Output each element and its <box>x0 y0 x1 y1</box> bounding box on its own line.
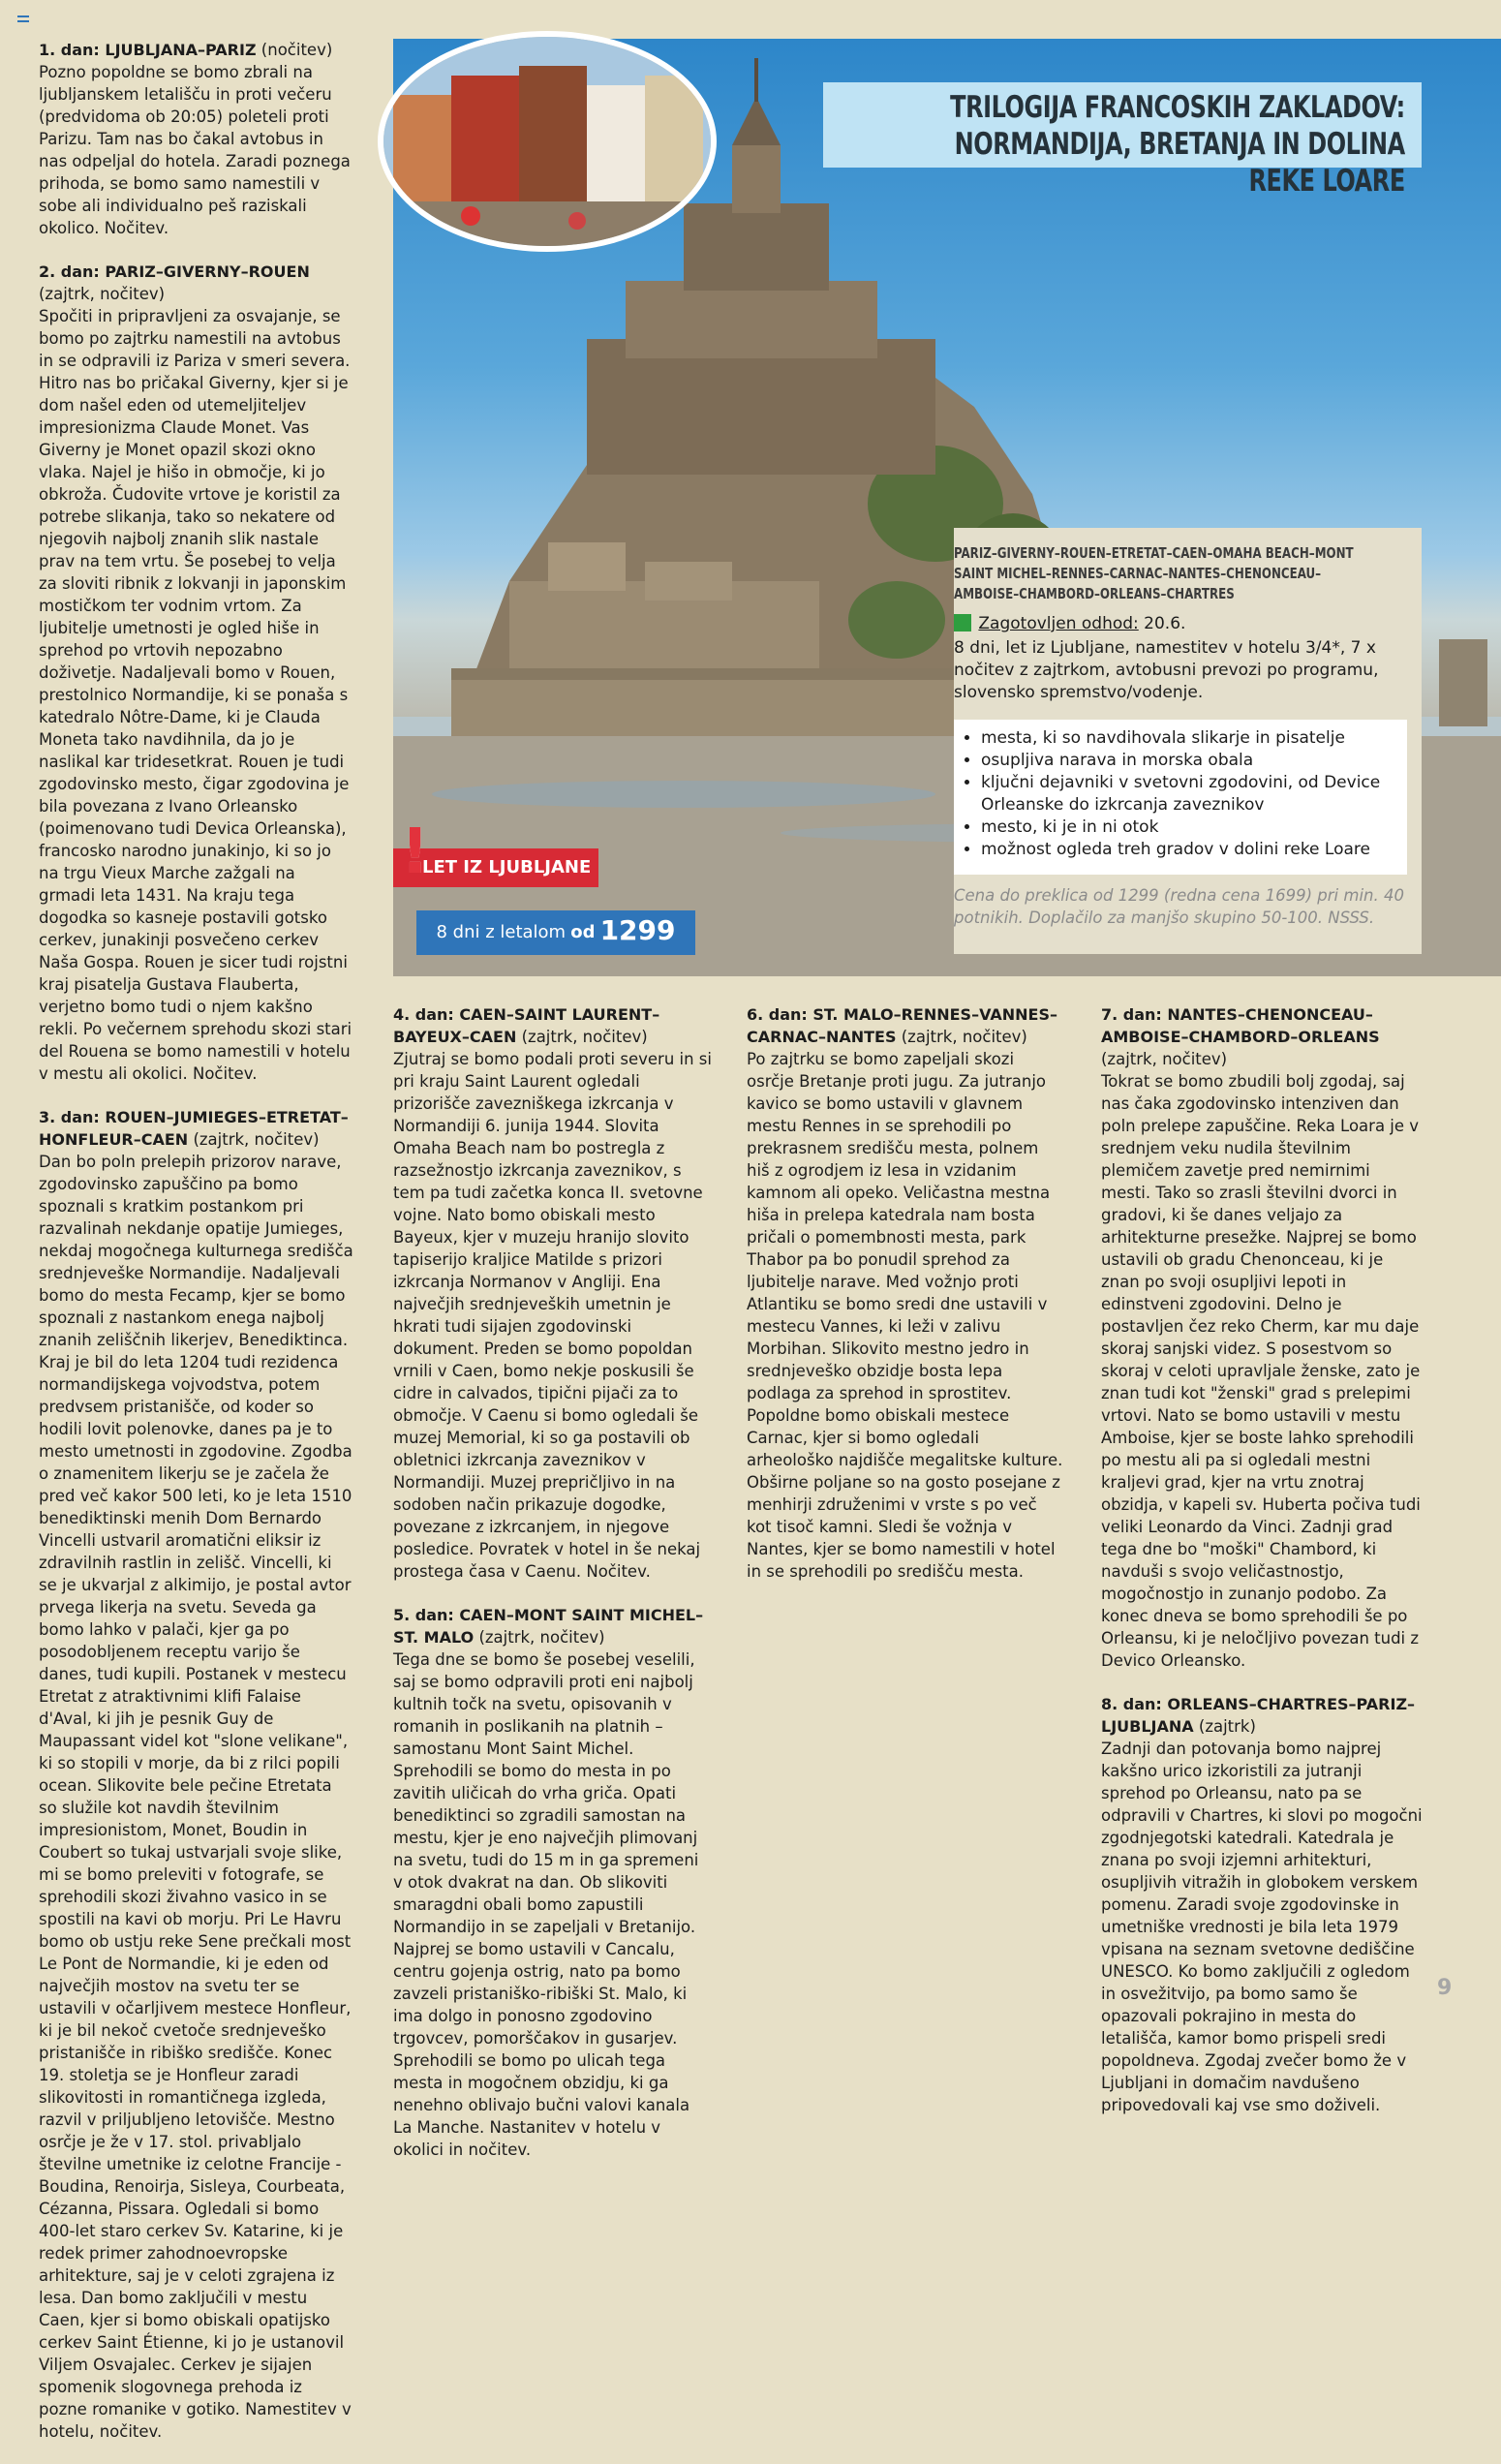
day-3 <box>39 1106 353 2443</box>
highlight-item: • ključni dejavniki v svetovni zgodovini, od Device Orleanske do izkrcanja zaveznikov <box>981 772 1407 816</box>
day-4 <box>393 1003 713 1583</box>
day-title: 5. dan: CAEN–MONT SAINT MICHEL–ST. MALO <box>393 1606 704 1647</box>
menu-icon <box>17 15 29 23</box>
highlight-item: • možnost ogleda treh gradov v dolini reke Loare <box>981 839 1407 861</box>
trip-title-box <box>823 82 1422 199</box>
day-meta: (zajtrk, nočitev) <box>39 285 166 303</box>
day-5 <box>393 1604 713 2161</box>
column-3 <box>747 1003 1066 1604</box>
day-title: 4. dan: CAEN–SAINT LAURENT– BAYEUX–CAEN <box>393 1005 660 1046</box>
departure-label: Zagotovljen odhod: <box>978 614 1139 633</box>
flight-badge <box>393 816 598 888</box>
day-text: Tega dne se bomo še posebej veselili, saj se bomo odpravili proti eni najbolj kultnih točk na svetu, opisovanih v romanih in poslikanih na platnih – samostanu Mont Saint Michel. Sprehodili se bomo do mesta in po zavitih uličicah do vrha griča. Opati benediktinci so zgradili samostan na mestu, kjer je eno največjih plimovanj na svetu, tudi do 15 m in ga spremeni v otok dvakrat na dan. Ob slikoviti smaragdni obali bomo zapustili Normandijo in se zapeljali v Bretanijo. Najprej se bomo ustavili v Cancalu, centru gojenja ostrig, nato pa bomo zavzeli pristaniško-ribiški St. Malo, ki ima dolgo in ponosno zgodovino trgovcev, pomorščakov in gusarjev. Sprehodili se bomo po ulicah tega mesta in mogočnem obzidju, ki ga nenehno oblivajo bučni valovi kanala La Manche. Nastanitev v hotelu v okolici in nočitev. <box>393 1650 699 2159</box>
day-meta: (zajtrk) <box>1198 1717 1256 1736</box>
day-1 <box>39 39 353 239</box>
day-8 <box>1101 1693 1423 2116</box>
day-meta: (zajtrk, nočitev) <box>901 1028 1027 1046</box>
flight-badge-label: LET IZ LJUBLJANE <box>422 857 592 878</box>
day-text: Zadnji dan potovanja bomo najprej kakšno urico izkoristili za jutranji sprehod po Orleansu, nato pa se odpravili v Chartres, ki slovi po mogočni zgodnjegotski katedrali. Katedrala je znana po svoji izjemni arhitekturi, osupljivih vitražih in globokem verskem pomenu. Zaradi svoje zgodovinske in umetniške vrednosti je bila leta 1979 vpisana na seznam svetovne dediščine UNESCO. Ko bomo zaključili z ogledom in osvežitvijo, pa bomo samo še opazovali pokrajino in mesta do letališča, kamor bomo prispeli sredi popoldneva. Zgodaj zvečer bomo že v Ljubljani in domačim navdušeno pripovedovali kaj vse smo doživeli. <box>1101 1740 1423 2114</box>
highlights-box <box>954 720 1407 875</box>
highlight-item: • osupljiva narava in morska obala <box>981 750 1407 772</box>
day-title: 7. dan: NANTES–CHENONCEAU–AMBOISE–CHAMBORD–ORLEANS <box>1101 1005 1380 1046</box>
price-value: 1299 <box>599 914 676 946</box>
column-1 <box>39 39 353 2464</box>
page-number: 9 <box>1437 1976 1453 2000</box>
half-timbered-houses-illustration <box>383 37 711 246</box>
price-note: Cena do preklica od 1299 (redna cena 1699) pri min. 40 potnikih. Doplačilo za manjšo skupino 50-100. NSSS. <box>954 886 1404 927</box>
trip-title-line2: NORMANDIJA, BRETANJA IN DOLINA REKE LOARE <box>954 127 1405 199</box>
price-prefix: 8 dni z letalom <box>436 922 567 942</box>
exclamation-icon: ! <box>401 816 430 888</box>
day-title: 6. dan: ST. MALO–RENNES–VANNES–CARNAC–NANTES <box>747 1005 1057 1046</box>
day-title: 3. dan: ROUEN–JUMIEGES–ETRETAT–HONFLEUR–CAEN <box>39 1108 349 1149</box>
day-text: Spočiti in pripravljeni za osvajanje, se bomo po zajtrku namestili na avtobus in se odpravili iz Pariza v smeri severa. Hitro nas bo pričakal Giverny, kjer si je dom našel eden od utemeljiteljev impresionizma Claude Monet. Vas Giverny je Monet opazil skozi okno vlaka. Najel je hišo in območje, ki jo obkroža. Čudovite vrtove je koristil za potrebe slikanja, tako so nekatere od njegovih najbolj znanih slik nastale prav na tem vrtu. Še posebej to velja za sloviti ribnik z lokvanji in japonskim mostičkom ter vodnim vrtom. Za ljubitelje umetnosti je ogled hiše in sprehod po vrtovih nepozabno doživetje. Nadaljevali bomo v Rouen, prestolnico Normandije, ki se ponaša s katedralo Nôtre-Dame, ki je Clauda Moneta tako navdihnila, da jo je naslikal kar tridesetkrat. Rouen je tudi zgodovinsko mesto, čigar zgodovina je bila povezana z Ivano Orleansko (poimenovano tudi Devica Orleanska), francosko narodno junakinjo, ki so jo na trgu Vieux Marche zažgali na grmadi leta 1431. Na kraju tega dogodka so kasneje postavili gotsko cerkev, junakinji posvečeno cerkev Naša Gospa. Rouen je sicer tudi rojstni kraj pisatelja Gustava Flauberta, verjetno bomo tudi o njem kakšno rekli. Po večernem sprehodu skozi stari del Rouena se bomo namestili v hotelu v mestu ali okolici. Nočitev. <box>39 307 352 1083</box>
day-text: Zjutraj se bomo podali proti severu in si pri kraju Saint Laurent ogledali prizorišče zavezniškega izkrcanja v Normandiji 6. junija 1944. Slovita Omaha Beach nam bo postregla z razsežnostjo izkrcanja zaveznikov, s tem pa tudi začetka konca II. svetovne vojne. Nato bomo obiskali mesto Bayeux, kjer v muzeju hranijo slovito tapiserijo kraljice Matilde s prizori izkrcanja Normanov v Angliji. Ena največjih srednjeveških umetnin je hkrati tudi sijajen zgodovinski dokument. Preden se bomo popoldan vrnili v Caen, bomo nekje poskusili še cidre in calvados, tipični pijači za to območje. V Caenu si bomo ogledali še muzej Memorial, ki so ga postavili ob obletnici izkrcanja zaveznikov v Normandiji. Muzej prepričljivo in na sodoben način prikazuje dogodke, povezane z izkrcanjem, in njegove posledice. Povratek v hotel in še nekaj prostega časa v Caenu. Nočitev. <box>393 1050 712 1581</box>
departure-date: 20.6. <box>1144 614 1186 633</box>
highlights-list <box>954 727 1407 861</box>
day-meta: (nočitev) <box>260 41 333 59</box>
day-text: Dan bo poln prelepih prizorov narave, zgodovinsko zapuščino pa bomo spoznali s kratkim postankom pri razvalinah nekdanje opatije Jumieges, nekdaj mogočnega kulturnega središča srednjeveške Normandije. Nadaljevali bomo do mesta Fecamp, kjer se bomo spoznali z nastankom enega najbolj znanih zeliščnih likerjev, Benediktinca. Kraj je bil do leta 1204 tudi rezidenca normandijskega vojvodstva, potem predvsem pristanišče, od koder so hodili lovit polenovke, danes pa je to mesto umetnosti in zgodovine. Zgodba o znamenitem likerju se je začela že pred več kakor 500 leti, ko je leta 1510 benediktinski menih Dom Bernardo Vincelli ustvaril aromatični eliksir iz zdravilnih rastlin in zelišč. Vincelli, ki se je ukvarjal z alkimijo, je postal avtor prvega likerja na svetu. Seveda ga bomo lahko v palači, kjer ga po posodobljenem receptu varijo še danes, tudi kupili. Postanek v mestecu Etretat z atraktivnimi klifi Falaise d'Aval, ki jih je pesnik Guy de Maupassant videl kot "slone velikane", ki so stopili v morje, da bi z rilci popili ocean. Slikovite bele pečine Etretata so služile kot navdih številnim impresionistom, Monet, Boudin in Coubert so tukaj ustvarjali svoje slike, mi se bomo preleviti v fotografe, se sprehodili skozi živahno vasico in se spostili na kavi ob morju. Pri Le Havru bomo ob ustju reke Sene prečkali most Le Pont de Normandie, ki je eden od največjih mostov na svetu ter se ustavili v očarljivem mestece Honfleur, ki je bil nekoč cvetoče srednjeveško pristanišče in ribiško središče. Konec 19. stoletja se je Honfleur zaradi slikovitosti in romantičnega izgleda, razvil v priljubljeno letovišče. Mestno osrčje je že v 17. stol. privabljalo številne umetnike iz celotne Francije - Boudina, Renoirja, Sisleya, Courbeata, Cézanna, Pissara. Ogledali si bomo 400-let staro cerkev Sv. Katarine, ki je redek primer zahodnoevropske arhitekture, saj je v celoti zgrajena iz lesa. Dan bomo zaključili v mestu Caen, kjer si bomo obiskali opatijsko cerkev Saint Étienne, ki jo je ustanovil Viljem Osvajalec. Cerkev je sijajen spomenik slogovnega prehoda iz pozne romanike v gotiko. Namestitev v hotelu, nočitev. <box>39 1153 353 2441</box>
highlight-item: • mesta, ki so navdihovala slikarje in pisatelje <box>981 727 1407 750</box>
trip-description: 8 dni, let iz Ljubljane, namestitev v hotelu 3/4*, 7 x nočitev z zajtrkom, avtobusni prevozi po programu, slovensko spremstvo/vodenje. <box>954 638 1379 702</box>
day-title: 8. dan: ORLEANS–CHARTRES–PARIZ–LJUBLJANA <box>1101 1695 1416 1736</box>
day-text: Po zajtrku se bomo zapeljali skozi osrčje Bretanje proti jugu. Za jutranjo kavico se bomo ustavili v glavnem mestu Rennes in se sprehodili po prekrasnem središču mesta, polnem hiš z ogrodjem iz lesa in vzidanim kamnom ali opeko. Veličastna mestna hiša in prelepa katedrala nam bosta pričali o pomembnosti mesta, park Thabor pa bo ponudil sprehod za ljubitelje narave. Med vožnjo proti Atlantiku se bomo sredi dne ustavili v mestecu Vannes, ki leži v zalivu Morbihan. Slikovito mestno jedro in srednjeveško obzidje bosta lepa podlaga za sprehod in sprostitev. Popoldne bomo obiskali mestece Carnac, kjer si bomo ogledali arheološko najdišče megalitske kulture. Obširne poljane so na gosto posejane z menhirji združenimi v vrste s po več kot tisoč kamni. Sledi še vožnja v Nantes, kjer se bomo namestili v hotel in se sprehodili po središču mesta. <box>747 1050 1063 1581</box>
day-meta: (zajtrk, nočitev) <box>521 1028 648 1046</box>
day-7 <box>1101 1003 1423 1672</box>
route-list: PARIZ–GIVERNY–ROUEN–ETRETAT–CAEN–OMAHA BEACH–MONT SAINT MICHEL–RENNES–CARNAC–NANTES–CHENONCEAU–AMBOISE–CHAMBORD–ORLEANS–CHARTRES <box>954 544 1354 602</box>
trip-info-panel <box>954 528 1422 954</box>
day-2 <box>39 261 353 1085</box>
day-text: Pozno popoldne se bomo zbrali na ljubljanskem letališču in proti večeru (predvidoma ob 20:05) poleteli proti Parizu. Tam nas bo čakal avtobus in nas odpeljal do hotela. Zaradi poznega prihoda, se bomo samo namestili v sobe ali individualno peš raziskali okolico. Nočitev. <box>39 63 351 237</box>
day-title: 2. dan: PARIZ–GIVERNY–ROUEN <box>39 262 310 281</box>
trip-title-line1: TRILOGIJA FRANCOSKIH ZAKLADOV: <box>950 90 1405 125</box>
day-meta: (zajtrk, nočitev) <box>193 1130 320 1149</box>
departure-line <box>954 613 1409 635</box>
column-4 <box>1101 1003 1423 2138</box>
day-text: Tokrat se bomo zbudili bolj zgodaj, saj nas čaka zgodovinsko intenziven dan poln prelepe zapuščine. Reka Loara je v srednjem veku nudila številnim plemičem zavetje pred nemirnimi mesti. Tako so zrasli številni dvorci in gradovi, ki še danes veljajo za arhitekturne presežke. Najprej se bomo ustavili ob gradu Chenonceau, ki je znan po svoji osupljivi lepoti in edinstveni zgodovini. Delno je postavljen čez reko Cherm, kar mu daje skoraj sanjski videz. S posestvom so skoraj v celoti upravljale ženske, zato je znan tudi kot "ženski" grad s prelepimi vrtovi. Nato se bomo ustavili v mestu Amboise, kjer se boste lahko sprehodili po mestu ali pa si ogledali mestni kraljevi grad, kjer na vrtu znotraj obzidja, v kapeli sv. Huberta počiva tudi veliki Leonardo da Vinci. Zadnji grad tega dne bo "moški" Chambord, ki navduši s svojo veličastnostjo, mogočnostjo in zunanjo podobo. Za konec dneva se bomo sprehodili še po Orleansu, ki je neločljivo povezan tudi z Devico Orleansko. <box>1101 1072 1421 1670</box>
day-meta: (zajtrk, nočitev) <box>1101 1050 1228 1068</box>
green-square-icon <box>954 614 971 631</box>
price-from: od <box>570 922 596 942</box>
day-meta: (zajtrk, nočitev) <box>478 1628 605 1647</box>
info-panel-inner <box>954 528 1422 954</box>
inset-photo-half-timbered-houses <box>378 31 717 252</box>
price-box <box>416 910 695 955</box>
column-2 <box>393 1003 713 2182</box>
day-title: 1. dan: LJUBLJANA–PARIZ <box>39 41 257 59</box>
highlight-item: • mesto, ki je in ni otok <box>981 816 1407 839</box>
day-6 <box>747 1003 1066 1583</box>
